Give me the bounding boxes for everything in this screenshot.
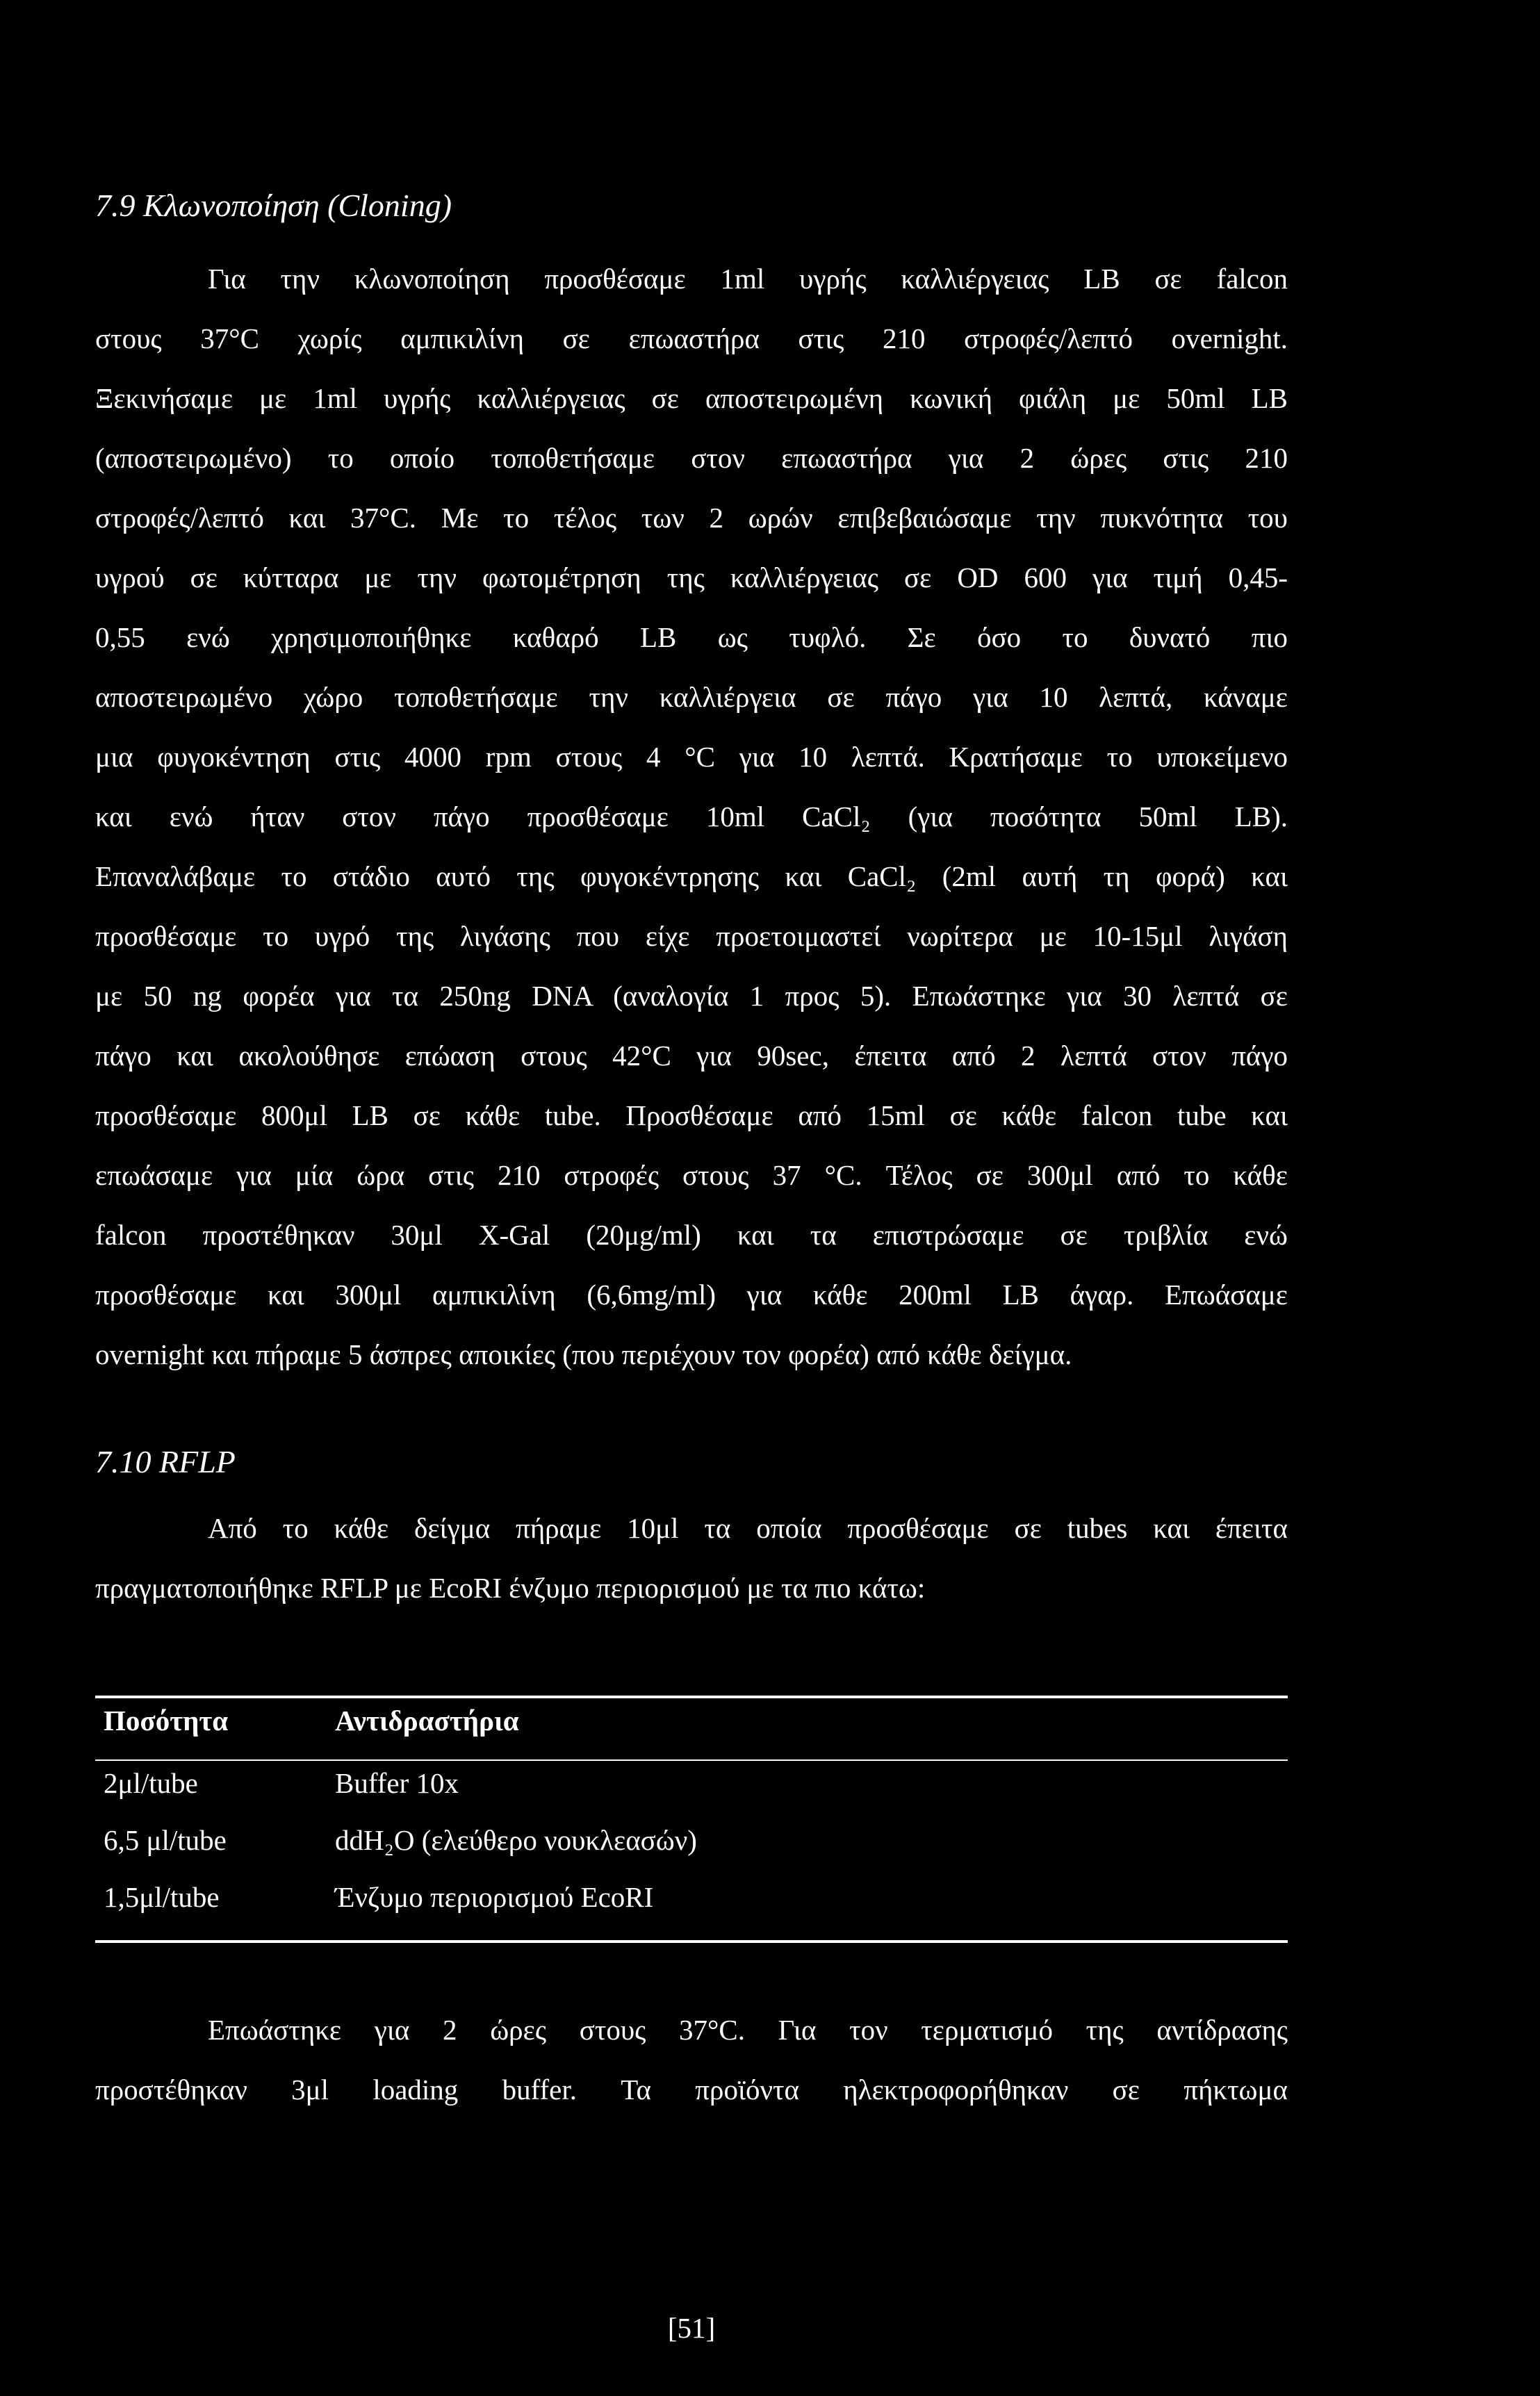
text-line: προσθέσαμε το υγρό της λιγάσης που είχε προετοιμαστεί νωρίτερα με 10-15μl λιγάση — [95, 920, 1288, 952]
text-line: αποστειρωμένο χώρο τοποθετήσαμε την καλλιέργεια σε πάγο για 10 λεπτά, κάναμε — [95, 681, 1288, 713]
section-heading-cloning: 7.9 Κλωνοποίηση (Cloning) — [95, 188, 452, 223]
cloning-paragraph — [95, 249, 1288, 1384]
table-cell-quantity: 1,5μl/tube — [104, 1881, 220, 1913]
text-line: πραγματοποιήθηκε RFLP με EcoRI ένζυμο περιορισμού με τα πιο κάτω: — [95, 1572, 926, 1604]
text-line: και ενώ ήταν στον πάγο προσθέσαμε 10ml CaCl₂ (για ποσότητα 50ml LB). — [95, 801, 1288, 832]
text-line: υγρού σε κύτταρα με την φωτομέτρηση της καλλιέργειας σε OD 600 για τιμή 0,45- — [95, 561, 1288, 593]
table-cell-reagent: Ένζυμο περιορισμού EcoRI — [335, 1881, 654, 1913]
page-number: [51] — [667, 2312, 716, 2344]
table-cell-quantity: 2μl/tube — [104, 1767, 198, 1799]
text-line: πάγο και ακολούθησε επώαση στους 42°C για 90sec, έπειτα από 2 λεπτά στον πάγο — [95, 1040, 1288, 1072]
closing-paragraph — [95, 2000, 1288, 2119]
table-bottom-rule — [95, 1940, 1288, 1943]
text-line: Επαναλάβαμε το στάδιο αυτό της φυγοκέντρησης και CaCl₂ (2ml αυτή τη φορά) και — [95, 860, 1288, 892]
text-line: προσθέσαμε και 300μl αμπικιλίνη (6,6mg/ml) για κάθε 200ml LB άγαρ. Επωάσαμε — [95, 1279, 1288, 1311]
text-line: Από το κάθε δείγμα πήραμε 10μl τα οποία προσθέσαμε σε tubes και έπειτα — [208, 1512, 1288, 1544]
text-line: falcon προστέθηκαν 30μl X-Gal (20μg/ml) και τα επιστρώσαμε σε τριβλία ενώ — [95, 1219, 1288, 1251]
rflp-paragraph — [95, 1498, 1288, 1618]
table-cell-quantity: 6,5 μl/tube — [104, 1824, 227, 1856]
table-top-rule — [95, 1696, 1288, 1698]
text-line: με 50 ng φορέα για τα 250ng DNA (αναλογία 1 προς 5). Επωάστηκε για 30 λεπτά σε — [95, 980, 1288, 1012]
text-line: Ξεκινήσαμε με 1ml υγρής καλλιέργειας σε αποστειρωμένη κωνική φιάλη με 50ml LB — [95, 382, 1288, 414]
table-header-reagents: Αντιδραστήρια — [335, 1705, 519, 1737]
text-line: στους 37°C χωρίς αμπικιλίνη σε επωαστήρα στις 210 στροφές/λεπτό overnight. — [95, 322, 1288, 354]
section-heading-rflp: 7.10 RFLP — [95, 1444, 236, 1479]
text-line: προστέθηκαν 3μl loading buffer. Τα προϊόντα ηλεκτροφορήθηκαν σε πήκτωμα — [95, 2074, 1288, 2106]
table-header-rule — [95, 1759, 1288, 1761]
text-line: Για την κλωνοποίηση προσθέσαμε 1ml υγρής καλλιέργειας LB σε falcon — [208, 263, 1288, 295]
table-header-quantity: Ποσότητα — [104, 1705, 229, 1737]
table-cell-reagent: Buffer 10x — [335, 1767, 459, 1799]
text-line: προσθέσαμε 800μl LB σε κάθε tube. Προσθέσαμε από 15ml σε κάθε falcon tube και — [95, 1099, 1288, 1131]
document-page — [95, 0, 1288, 2396]
text-line: μια φυγοκέντηση στις 4000 rpm στους 4 °C για 10 λεπτά. Κρατήσαμε το υποκείμενο — [95, 741, 1288, 773]
table-cell-reagent: ddH₂O (ελεύθερο νουκλεασών) — [335, 1824, 697, 1856]
text-line: επωάσαμε για μία ώρα στις 210 στροφές στους 37 °C. Τέλος σε 300μl από το κάθε — [95, 1159, 1288, 1191]
text-line: Επωάστηκε για 2 ώρες στους 37°C. Για τον τερματισμό της αντίδρασης — [208, 2014, 1288, 2046]
text-line: 0,55 ενώ χρησιμοποιήθηκε καθαρό LB ως τυφλό. Σε όσο το δυνατό πιο — [95, 621, 1288, 653]
text-line: στροφές/λεπτό και 37°C. Με το τέλος των 2 ωρών επιβεβαιώσαμε την πυκνότητα του — [95, 502, 1288, 534]
text-line: (αποστειρωμένο) το οποίο τοποθετήσαμε στον επωαστήρα για 2 ώρες στις 210 — [95, 442, 1288, 474]
text-line: overnight και πήραμε 5 άσπρες αποικίες (που περιέχουν τον φορέα) από κάθε δείγμα. — [95, 1338, 1072, 1370]
